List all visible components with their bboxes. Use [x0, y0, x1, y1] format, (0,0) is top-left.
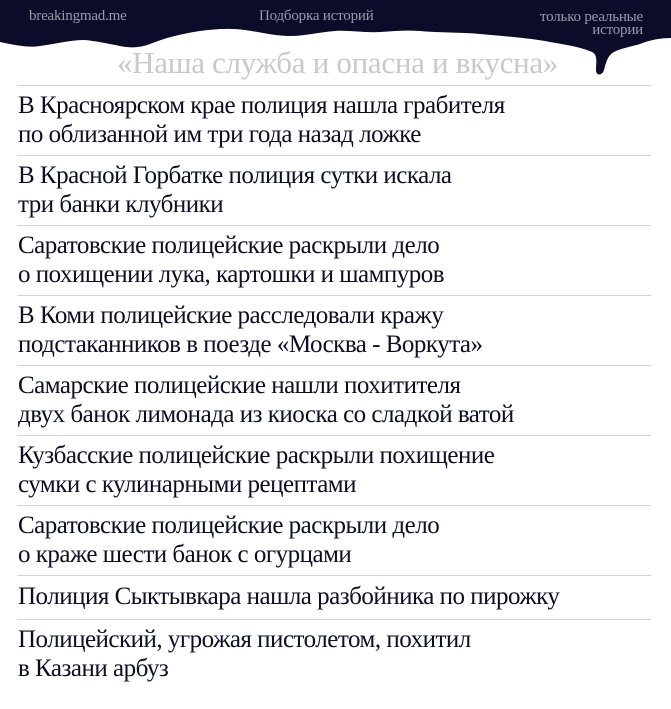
- section-title: Подборка историй: [259, 8, 374, 24]
- story-line: Саратовские полицейские раскрыли дело: [18, 512, 440, 539]
- story-line: Полицейский, угрожая пистолетом, похитил: [18, 626, 471, 653]
- site-name-link[interactable]: breakingmad.me: [29, 8, 127, 24]
- story-line: Полиция Сыктывкара нашла разбойника по пирожку: [18, 583, 560, 610]
- story-line: В Коми полицейские расследовали кражу: [18, 302, 444, 329]
- story-line: Самарские полицейские нашли похитителя: [18, 372, 461, 399]
- story-item[interactable]: [17, 619, 651, 689]
- story-line: сумки с кулинарными рецептами: [18, 471, 357, 498]
- tagline-line-2: истории: [592, 22, 643, 38]
- story-line: в Казани арбуз: [18, 655, 169, 682]
- story-item[interactable]: [17, 225, 651, 295]
- story-line: двух банок лимонада из киоска со сладкой ватой: [18, 401, 514, 428]
- story-item[interactable]: [17, 575, 651, 619]
- tagline: [483, 11, 643, 37]
- story-line: В Красноярском крае полиция нашла грабителя: [18, 92, 505, 119]
- story-line: по облизанной им три года назад ложке: [18, 121, 421, 148]
- story-item[interactable]: [17, 505, 651, 575]
- story-item[interactable]: [17, 295, 651, 365]
- story-line: Саратовские полицейские раскрыли дело: [18, 232, 440, 259]
- story-item[interactable]: [17, 365, 651, 435]
- story-line: Кузбасские полицейские раскрыли похищение: [18, 442, 495, 469]
- story-line: о краже шести банок с огурцами: [18, 541, 352, 568]
- story-line: о похищении лука, картошки и шампуров: [18, 261, 445, 288]
- story-list: [17, 85, 651, 689]
- story-item[interactable]: [17, 155, 651, 225]
- story-line: подстаканников в поезде «Москва - Воркута»: [18, 331, 483, 358]
- story-line: три банки клубники: [18, 191, 224, 218]
- page-title: «Наша служба и опасна и вкусна»: [116, 45, 559, 80]
- story-item[interactable]: [17, 435, 651, 505]
- story-item[interactable]: [17, 85, 651, 155]
- tagline-line-1: только реальные: [540, 9, 643, 25]
- story-line: В Красной Горбатке полиция сутки искала: [18, 162, 452, 189]
